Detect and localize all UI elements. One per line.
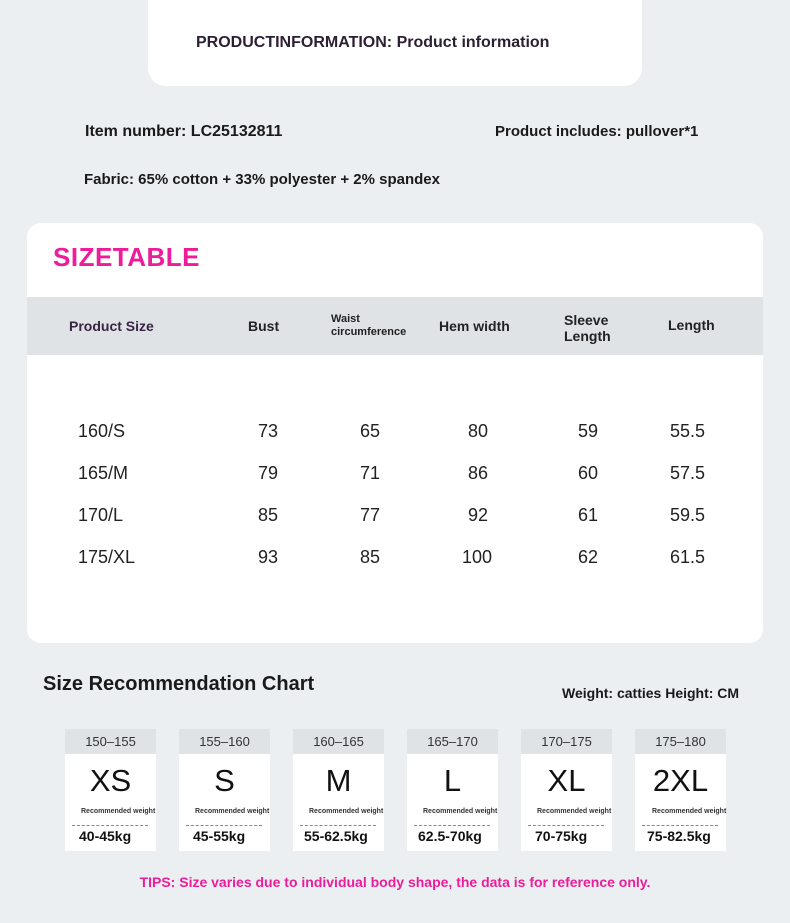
cell-sleeve: 60 <box>578 463 599 483</box>
cell-hem: 92 <box>468 505 489 525</box>
size-card-s <box>179 729 270 851</box>
size-card-2xl <box>635 729 726 851</box>
height-range: 175–180 <box>635 729 726 754</box>
header-sleeve-length <box>564 312 611 344</box>
cell-hem: 80 <box>468 421 489 441</box>
height-range: 155–160 <box>179 729 270 754</box>
weight-range: 40-45kg <box>79 828 132 844</box>
recommended-weight-label: Recommended weight <box>309 808 384 815</box>
recommendation-title: Size Recommendation Chart <box>43 673 315 695</box>
cell-length: 59.5 <box>670 505 706 525</box>
fabric-composition: Fabric: 65% cotton + 33% polyester + 2% spandex <box>84 171 440 188</box>
divider <box>300 825 376 826</box>
divider <box>528 825 604 826</box>
weight-range: 45-55kg <box>193 828 246 844</box>
cell-waist: 65 <box>360 421 381 441</box>
product-info-title: PRODUCTINFORMATION: Product information <box>196 34 550 51</box>
height-range: 170–175 <box>521 729 612 754</box>
tips-note: TIPS: Size varies due to individual body shape, the data is for reference only. <box>139 874 651 890</box>
weight-range: 55-62.5kg <box>304 828 368 844</box>
header-sleeve-line2: Length <box>564 328 611 344</box>
size-card-xs <box>65 729 156 851</box>
height-range: 160–165 <box>293 729 384 754</box>
cell-sleeve: 59 <box>578 421 599 441</box>
weight-range: 75-82.5kg <box>647 828 711 844</box>
recommended-weight-label: Recommended weight <box>195 808 270 815</box>
cell-waist: 85 <box>360 547 381 567</box>
recommended-weight-label: Recommended weight <box>652 808 727 815</box>
size-label: S <box>214 763 235 798</box>
size-card-m <box>293 729 384 851</box>
cell-sleeve: 62 <box>578 547 599 567</box>
cell-hem: 100 <box>462 547 493 567</box>
table-row <box>27 505 763 545</box>
cell-size: 175/XL <box>78 547 136 567</box>
cell-size: 160/S <box>78 421 126 441</box>
cell-bust: 79 <box>258 463 279 483</box>
cell-size: 165/M <box>78 463 129 483</box>
size-card-l <box>407 729 498 851</box>
size-label: XS <box>89 763 132 798</box>
size-table-title: SIZETABLE <box>53 242 201 272</box>
header-waist-line1: Waist <box>331 313 360 325</box>
product-info-card <box>148 0 642 86</box>
weight-range: 70-75kg <box>535 828 588 844</box>
weight-range: 62.5-70kg <box>418 828 482 844</box>
divider <box>642 825 718 826</box>
product-includes: Product includes: pullover*1 <box>495 123 699 140</box>
item-number: Item number: LC25132811 <box>85 123 283 140</box>
table-row <box>27 421 763 461</box>
header-length: Length <box>668 317 715 333</box>
size-label: M <box>325 763 352 798</box>
table-row <box>27 547 763 587</box>
size-table-card <box>27 223 763 643</box>
size-label: 2XL <box>652 763 709 798</box>
recommended-weight-label: Recommended weight <box>537 808 612 815</box>
recommended-weight-label: Recommended weight <box>423 808 498 815</box>
height-range: 165–170 <box>407 729 498 754</box>
cell-size: 170/L <box>78 505 124 525</box>
divider <box>72 825 148 826</box>
cell-bust: 73 <box>258 421 279 441</box>
cell-bust: 85 <box>258 505 279 525</box>
cell-length: 55.5 <box>670 421 706 441</box>
header-waist-line2: circumference <box>331 326 407 338</box>
size-label: L <box>443 763 462 798</box>
cell-waist: 71 <box>360 463 381 483</box>
height-range: 150–155 <box>65 729 156 754</box>
table-row <box>27 463 763 503</box>
header-product-size: Product Size <box>69 318 154 334</box>
cell-waist: 77 <box>360 505 381 525</box>
cell-bust: 93 <box>258 547 279 567</box>
cell-hem: 86 <box>468 463 489 483</box>
size-label: XL <box>547 763 586 798</box>
units-note: Weight: catties Height: CM <box>562 685 740 701</box>
cell-length: 57.5 <box>670 463 706 483</box>
header-hem-width: Hem width <box>439 318 510 334</box>
header-waist <box>331 313 406 339</box>
divider <box>186 825 262 826</box>
cell-length: 61.5 <box>670 547 706 567</box>
size-card-xl <box>521 729 612 851</box>
size-table-header <box>27 297 763 355</box>
header-sleeve-line1: Sleeve <box>564 312 609 328</box>
divider <box>414 825 490 826</box>
recommended-weight-label: Recommended weight <box>81 808 156 815</box>
header-bust: Bust <box>248 318 280 334</box>
cell-sleeve: 61 <box>578 505 599 525</box>
